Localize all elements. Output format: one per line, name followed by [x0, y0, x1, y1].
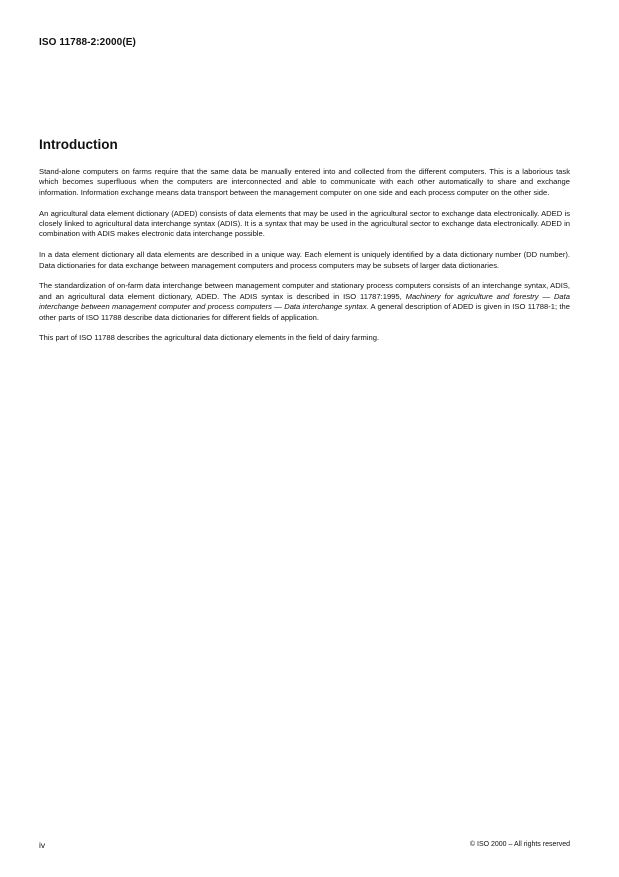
copyright-notice: © ISO 2000 – All rights reserved	[469, 841, 570, 848]
paragraph-2: An agricultural data element dictionary (ADED) consists of data elements that may be used in the agricultural sector to exchange data electronically. ADED is closely linked to agricultural data interchange syntax (ADIS). It is a syntax that may be used in the agricultural sector to exchange data electronically. ADED in combination with ADIS makes electronic data interchange possible.	[39, 208, 570, 239]
introduction-body	[39, 167, 570, 354]
paragraph-5: This part of ISO 11788 describes the agricultural data dictionary elements in the field of dairy farming.	[39, 333, 380, 343]
referenced-standard-title: Machinery for agriculture and forestry — Data interchange between management computer and process computers — Data interchange syntax.	[39, 291, 570, 312]
section-title: Introduction	[39, 137, 118, 152]
paragraph-4-text-b: A general description of ADED is given in ISO 11788-1; the other parts of ISO 11788 describe data dictionaries for different fields of application.	[39, 302, 570, 322]
page-number: iv	[39, 840, 46, 850]
document-id-header: ISO 11788-2:2000(E)	[39, 37, 136, 48]
paragraph-4	[39, 281, 570, 323]
paragraph-3: In a data element dictionary all data elements are described in a unique way. Each element is uniquely identified by a data dictionary number (DD number). Data dictionaries for data exchange between management computers and process computers may be subsets of larger data dictionaries.	[39, 250, 570, 270]
paragraph-1: Stand-alone computers on farms require that the same data be manually entered into and collected from the different computers. This is a laborious task which becomes superfluous when the computers are interconnected and able to communicate with each other automatically to share and exchange information. Information exchange means data transport between the management computer on one side and each process computer on the other side.	[39, 167, 570, 197]
paragraph-4-text-a: The standardization of on-farm data interchange between management computer and stationary process computers consists of an interchange syntax, ADIS, and an agricultural data element dictionary, ADED. The ADIS syntax is described in ISO 11787:1995,	[39, 281, 570, 301]
